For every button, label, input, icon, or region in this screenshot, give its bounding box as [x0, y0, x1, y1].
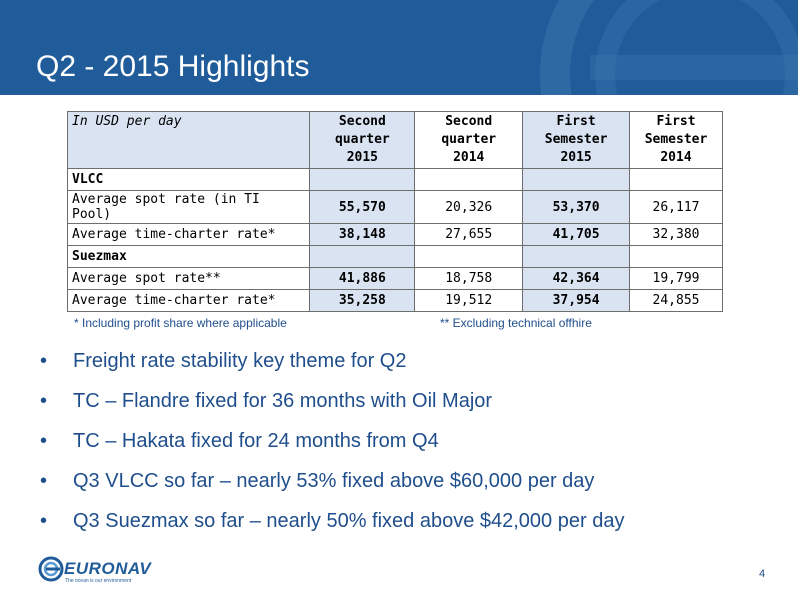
table-row [68, 191, 723, 224]
column-header: Second quarter 2015 [310, 112, 415, 169]
table-cell: 27,655 [415, 224, 523, 246]
table-cell: 37,954 [523, 290, 630, 312]
table-cell: 26,117 [630, 191, 723, 224]
euronav-emblem-icon [38, 556, 64, 582]
table-cell: 55,570 [310, 191, 415, 224]
logo-tagline: The ocean is our environment [65, 578, 132, 584]
table-corner-label: In USD per day [68, 112, 310, 169]
section-row [68, 246, 723, 268]
page-title: Q2 - 2015 Highlights [36, 50, 310, 83]
logo-wordmark: EURONAV [64, 559, 152, 578]
list-item: • TC – Hakata fixed for 24 months from Q4 [40, 424, 624, 464]
table-cell: 42,364 [523, 268, 630, 290]
table-row [68, 268, 723, 290]
highlights-list [40, 344, 624, 544]
bullet-icon: • [40, 350, 48, 372]
bullet-icon: • [40, 430, 48, 452]
table-header-row [68, 112, 723, 169]
list-item: • Q3 Suezmax so far – nearly 50% fixed above $42,000 per day [40, 504, 624, 544]
bullet-icon: • [40, 390, 48, 412]
row-label: Average time-charter rate* [68, 224, 310, 246]
table-row [68, 224, 723, 246]
rates-table [67, 111, 723, 312]
footnote-profit-share: * Including profit share where applicable [74, 316, 287, 330]
row-label: Average time-charter rate* [68, 290, 310, 312]
list-item: • Q3 VLCC so far – nearly 53% fixed above $60,000 per day [40, 464, 624, 504]
list-item: • Freight rate stability key theme for Q2 [40, 344, 624, 384]
table-cell: 41,705 [523, 224, 630, 246]
row-label: Average spot rate (in TI Pool) [68, 191, 310, 224]
page-number: 4 [759, 568, 766, 580]
section-label: VLCC [68, 169, 310, 191]
table-cell: 24,855 [630, 290, 723, 312]
section-label: Suezmax [68, 246, 310, 268]
table-cell: 19,512 [415, 290, 523, 312]
bullet-icon: • [40, 510, 48, 532]
row-label: Average spot rate** [68, 268, 310, 290]
table-row [68, 290, 723, 312]
table-cell: 20,326 [415, 191, 523, 224]
table-cell: 32,380 [630, 224, 723, 246]
table-cell: 19,799 [630, 268, 723, 290]
table-cell: 38,148 [310, 224, 415, 246]
bullet-icon: • [40, 470, 48, 492]
header-bar [0, 0, 798, 95]
table-cell: 41,886 [310, 268, 415, 290]
column-header: Second quarter 2014 [415, 112, 523, 169]
section-row [68, 169, 723, 191]
table-cell: 35,258 [310, 290, 415, 312]
column-header: First Semester 2014 [630, 112, 723, 169]
table-cell: 18,758 [415, 268, 523, 290]
table-cell: 53,370 [523, 191, 630, 224]
list-item: • TC – Flandre fixed for 36 months with Oil Major [40, 384, 624, 424]
footnote-offhire: ** Excluding technical offhire [440, 316, 592, 330]
column-header: First Semester 2015 [523, 112, 630, 169]
